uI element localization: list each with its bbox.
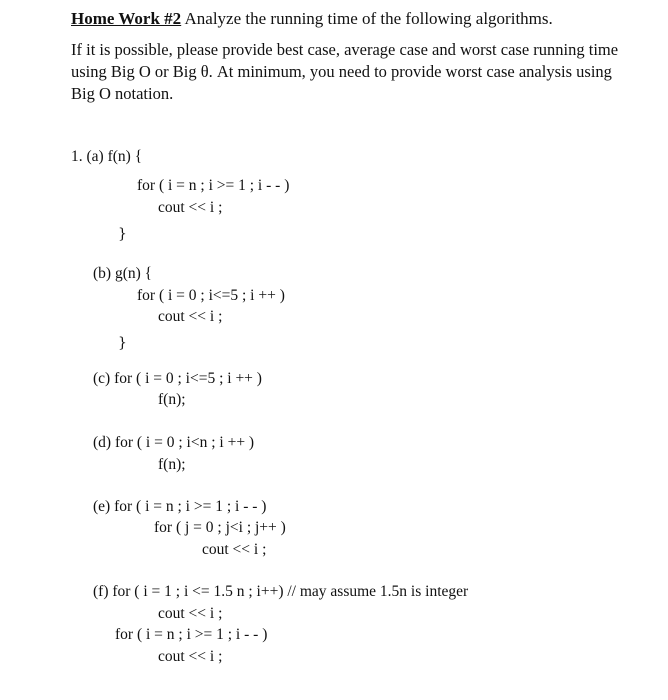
- intro-line-1: If it is possible, please provide best case, average case and worst case running time: [71, 40, 619, 59]
- problem-f-body-2: cout << i ;: [158, 648, 223, 665]
- page-title: [71, 9, 553, 29]
- problem-f-label: (f) for ( i = 1 ; i <= 1.5 n ; i++) // may assume 1.5n is integer: [93, 583, 469, 600]
- problem-f-loop-2: for ( i = n ; i >= 1 ; i - - ): [115, 626, 268, 643]
- problem-e-label: (e) for ( i = n ; i >= 1 ; i - - ): [93, 498, 267, 515]
- problem-b-close-brace: }: [118, 335, 127, 351]
- problem-b-label: (b) g(n) {: [93, 265, 153, 282]
- problem-c-body: f(n);: [158, 391, 186, 408]
- problem-a-body: cout << i ;: [158, 199, 223, 216]
- problem-d-body: f(n);: [158, 456, 186, 473]
- intro-line-2: using Big O or Big θ. At minimum, you need to provide worst case analysis using: [71, 62, 612, 81]
- problem-a-close-brace: }: [118, 226, 127, 242]
- problem-c-label: (c) for ( i = 0 ; i<=5 ; i ++ ): [93, 370, 262, 387]
- problem-b-loop: for ( i = 0 ; i<=5 ; i ++ ): [137, 287, 285, 304]
- title-rest: Analyze the running time of the following algorithms.: [181, 9, 553, 28]
- problem-a-loop: for ( i = n ; i >= 1 ; i - - ): [137, 177, 290, 194]
- problem-d-label: (d) for ( i = 0 ; i<n ; i ++ ): [93, 434, 255, 451]
- title-bold: Home Work #2: [71, 9, 182, 28]
- problem-e-inner-loop: for ( j = 0 ; j<i ; j++ ): [154, 519, 286, 536]
- problem-b-body: cout << i ;: [158, 308, 223, 325]
- problem-f-body-1: cout << i ;: [158, 605, 223, 622]
- problem-e-body: cout << i ;: [202, 541, 267, 558]
- problem-a-label: 1. (a) f(n) {: [71, 148, 143, 165]
- intro-line-3: Big O notation.: [71, 84, 174, 103]
